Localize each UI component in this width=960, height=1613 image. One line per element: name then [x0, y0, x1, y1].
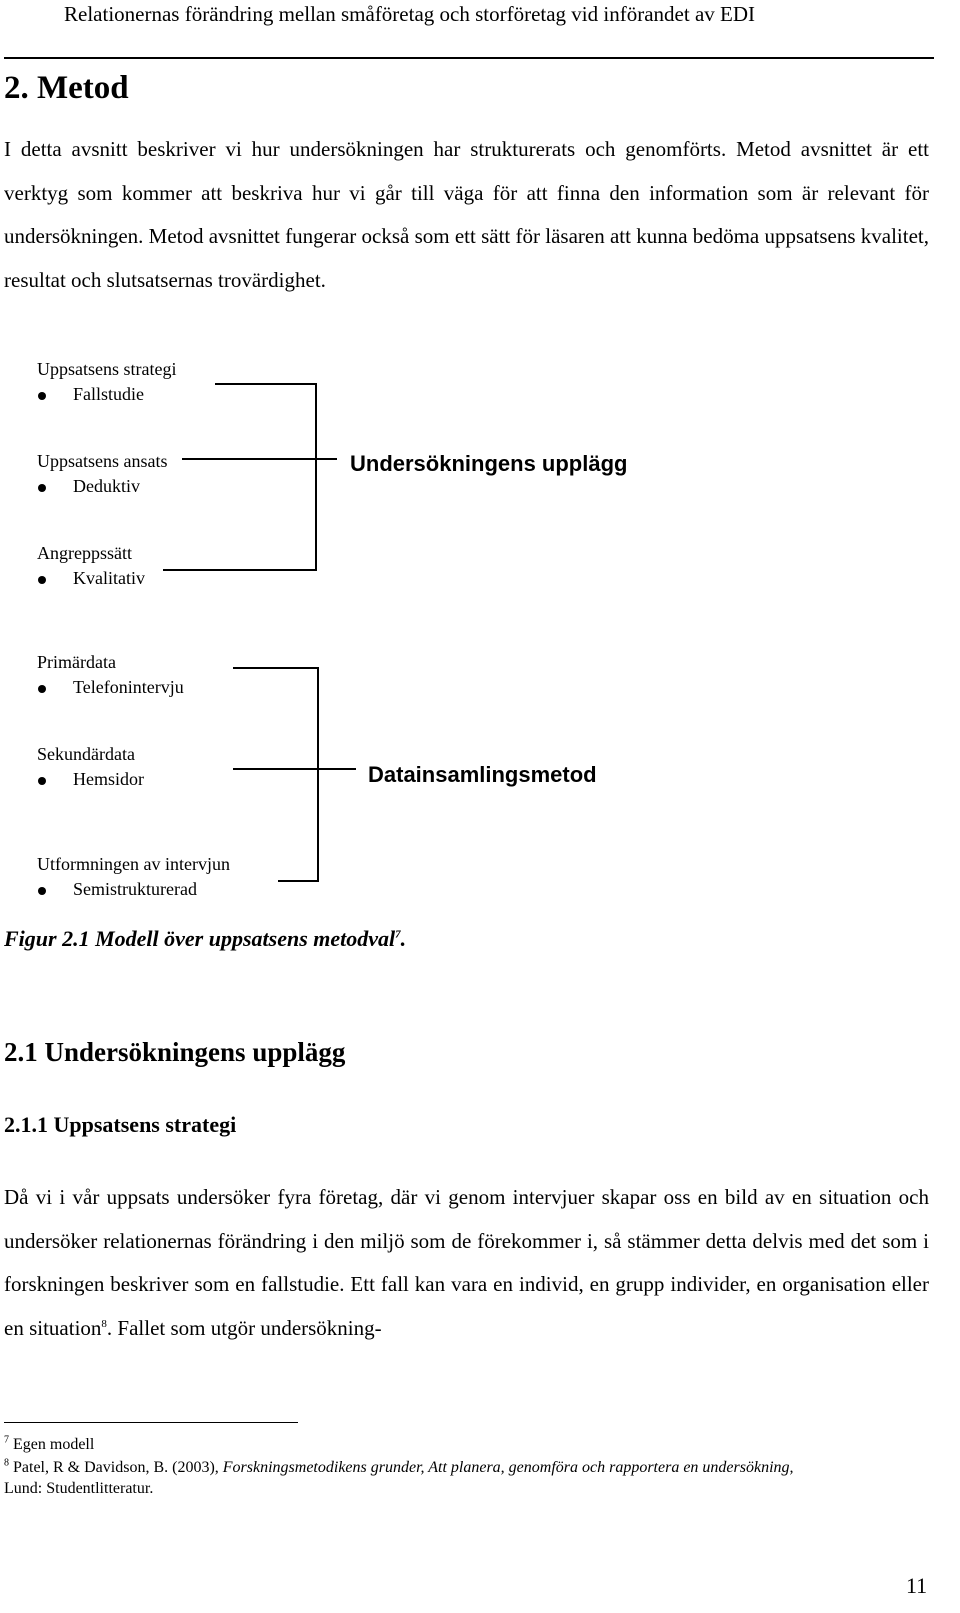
diagram-value-primardata: Telefonintervju [73, 677, 184, 697]
diagram-value-utformning: Semistrukturerad [73, 879, 197, 899]
header-rule [4, 57, 934, 59]
strategy-paragraph [4, 1176, 929, 1350]
footnote-publisher: Lund: Studentlitteratur. [4, 1480, 154, 1497]
connector-line [278, 880, 319, 882]
diagram-value-strategy: Fallstudie [73, 384, 144, 404]
paragraph-part1: Då vi i vår uppsats undersöker fyra företag, där vi genom intervjuer skapar oss en bild av en situation och undersöker relationernas förändring i den miljö som de förekommer i, så stämmer detta delvis med det som i forskningen beskriver som en fallstudie. Ett fall kan vara en individ, en grupp individer, en organisation eller en situation [4, 1185, 929, 1340]
page-number: 11 [906, 1573, 928, 1598]
bullet-icon [38, 484, 46, 492]
bracket-line [315, 383, 317, 571]
diagram-label-ansats: Uppsatsens ansats [37, 451, 168, 471]
connector-line [182, 458, 337, 460]
figure-caption-end: . [400, 926, 407, 951]
diagram-title-upplagg: Undersökningens upplägg [350, 451, 628, 476]
bullet-icon [38, 887, 46, 895]
footnote-rule [4, 1422, 298, 1423]
section-heading: 2. Metod [4, 70, 129, 106]
diagram-label-strategy: Uppsatsens strategi [37, 359, 177, 379]
footnote-ref: 8 [101, 1317, 107, 1330]
intro-paragraph-text: I detta avsnitt beskriver vi hur undersökningen har strukturerats och genomförts. Metod avsnittet är ett verktyg som kommer att beskriva hur vi går till väga för att finna den information som är relevant för undersökningen. Metod avsnittet fungerar också som ett sätt för läsaren att kunna bedöma uppsatsens kvalitet, resultat och slutsatsernas trovärdighet. [4, 137, 929, 292]
bullet-icon [38, 576, 46, 584]
strategy-paragraph-text [4, 1176, 929, 1350]
figure-caption-text: Figur 2.1 Modell över uppsatsens metodval [4, 926, 396, 951]
bullet-icon [38, 777, 46, 785]
bracket-line [317, 667, 319, 882]
subsubsection-heading: 2.1.1 Uppsatsens strategi [4, 1112, 237, 1137]
figure-caption [4, 926, 406, 952]
running-header: Relationernas förändring mellan småföretag och storföretag vid införandet av EDI [64, 2, 756, 26]
connector-line [233, 667, 319, 669]
diagram-label-angreppssatt: Angreppssätt [37, 543, 132, 563]
footnote-title: Forskningsmetodikens grunder, Att planera, genomföra och rapportera en undersökning, [222, 1459, 794, 1476]
subsection-heading: 2.1 Undersökningens upplägg [4, 1037, 346, 1067]
connector-line [215, 383, 317, 385]
footnote-number: 8 [4, 1457, 9, 1469]
footnote-8 [4, 1457, 924, 1499]
intro-paragraph [4, 128, 929, 302]
diagram-label-primardata: Primärdata [37, 652, 116, 672]
footnote-text: Egen modell [13, 1436, 95, 1453]
diagram-value-angreppssatt: Kvalitativ [73, 568, 145, 588]
diagram-title-datainsamling: Datainsamlingsmetod [368, 762, 597, 787]
connector-line [233, 768, 356, 770]
footnote-number: 7 [4, 1434, 9, 1446]
footnote-ref: 7 [395, 928, 401, 941]
paragraph-part2: . Fallet som utgör undersökning- [106, 1315, 382, 1340]
diagram-label-utformning: Utformningen av intervjun [37, 854, 230, 874]
diagram-label-sekundardata: Sekundärdata [37, 744, 135, 764]
bullet-icon [38, 392, 46, 400]
diagram-value-sekundardata: Hemsidor [73, 769, 144, 789]
footnote-7 [4, 1434, 924, 1455]
connector-line [163, 569, 317, 571]
diagram-value-ansats: Deduktiv [73, 476, 140, 496]
footnote-author: Patel, R & Davidson, B. (2003), [13, 1459, 223, 1476]
bullet-icon [38, 685, 46, 693]
